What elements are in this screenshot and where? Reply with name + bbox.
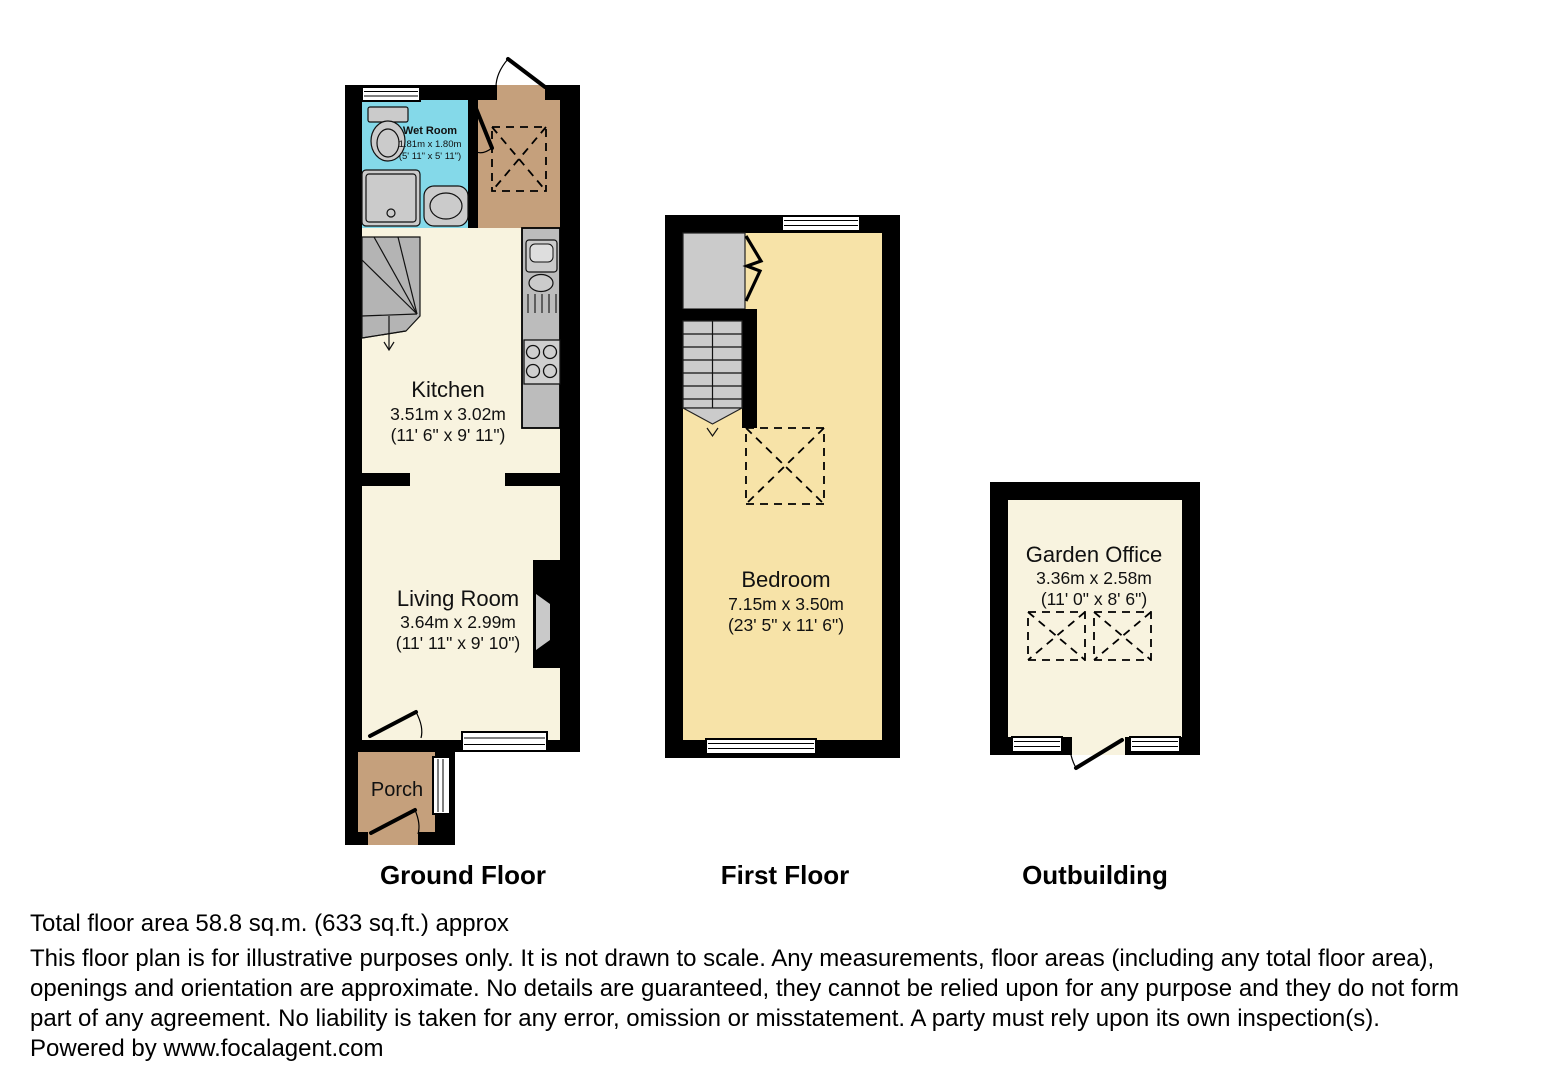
divider-wall-left	[362, 473, 410, 486]
disclaimer-line: part of any agreement. No liability is taken for any error, omission or misstatement. A party must rely upon its own inspection(s).	[30, 1005, 1380, 1032]
garden-office-dimensions-imperial: (11' 0" x 8' 6")	[1040, 589, 1148, 609]
porch-label: Porch	[370, 779, 424, 801]
front-door-swing-icon	[496, 59, 545, 87]
kitchen-dimensions-metric: 3.51m x 3.02m	[390, 404, 506, 424]
outbuilding-plan	[990, 482, 1200, 768]
disclaimer-line: openings and orientation are approximate. No details are guaranteed, they cannot be relied upon for any purpose and they do not form	[30, 975, 1459, 1002]
living-room-dimensions-metric: 3.64m x 2.99m	[400, 612, 516, 632]
bedroom-label: Bedroom	[741, 567, 831, 592]
window-icon	[362, 87, 420, 101]
hob-icon	[524, 340, 560, 384]
window-icon	[1012, 737, 1062, 752]
window-icon	[782, 216, 860, 231]
stair-wall-vertical	[742, 321, 757, 428]
window-icon	[462, 732, 547, 751]
window-icon	[1130, 737, 1180, 752]
basin-icon	[424, 186, 468, 226]
bedroom-dimensions-imperial: (23' 5" x 11' 6")	[727, 615, 845, 635]
front-door-opening	[497, 85, 545, 102]
divider-wall-right	[505, 473, 560, 486]
stair-wall-horizontal	[665, 309, 757, 321]
wardrobe	[683, 233, 745, 309]
entrance-hall-floor	[478, 100, 560, 230]
footer-text-block	[30, 909, 1459, 1064]
kitchen-counter	[522, 228, 560, 428]
total-floor-area: Total floor area 58.8 sq.m. (633 sq.ft.) approx	[30, 910, 509, 937]
shower-tray-icon	[362, 170, 420, 226]
first-floor-plan	[665, 215, 900, 758]
first-floor-title: First Floor	[720, 860, 850, 890]
porch-door-opening	[368, 832, 418, 845]
disclaimer-line: This floor plan is for illustrative purposes only. It is not drawn to scale. Any measurements, floor areas (including any total floor area),	[30, 945, 1435, 972]
living-room-dimensions-imperial: (11' 11" x 9' 10")	[395, 633, 521, 653]
wet-room-partition-wall	[468, 143, 478, 228]
powered-by: Powered by www.focalagent.com	[30, 1035, 384, 1062]
wet-room-label: Wet Room	[402, 125, 458, 137]
fireplace	[533, 560, 562, 668]
bedroom-dimensions-metric: 7.15m x 3.50m	[728, 594, 844, 614]
outbuilding-title: Outbuilding	[1022, 860, 1168, 890]
window-icon	[706, 739, 816, 754]
ground-floor-title: Ground Floor	[379, 860, 547, 890]
kitchen-label: Kitchen	[411, 377, 485, 402]
garden-office-dimensions-metric: 3.36m x 2.58m	[1036, 568, 1152, 588]
wet-room-dimensions-metric: 1.81m x 1.80m	[398, 139, 462, 150]
wet-room-dimensions-imperial: (5' 11" x 5' 11")	[398, 151, 462, 162]
living-room-label: Living Room	[396, 586, 520, 611]
kitchen-dimensions-imperial: (11' 6" x 9' 11")	[390, 425, 506, 445]
garden-office-floor	[1008, 500, 1182, 737]
ground-floor-plan	[345, 59, 580, 845]
window-icon	[433, 757, 450, 814]
garden-office-label: Garden Office	[1025, 542, 1163, 567]
